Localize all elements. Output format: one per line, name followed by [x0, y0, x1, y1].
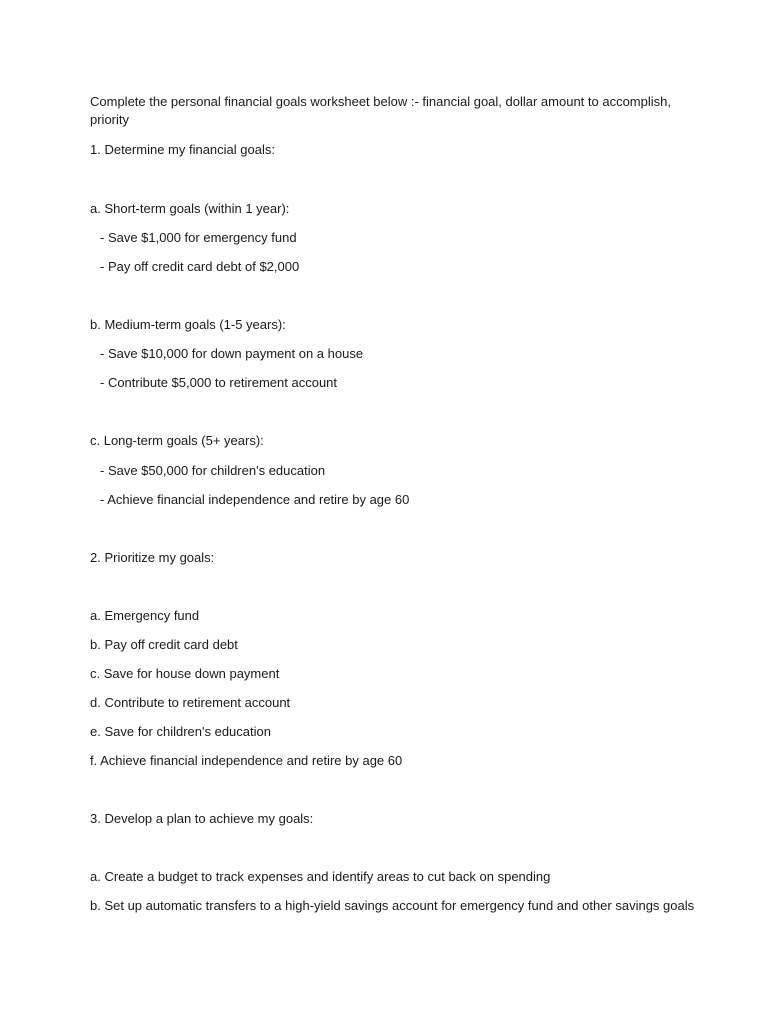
worksheet-instructions: Complete the personal financial goals worksheet below :- financial goal, dollar amount to accomplish, priority	[90, 94, 671, 127]
plan-item: b. Set up automatic transfers to a high-yield savings account for emergency fund and other savings goals	[90, 898, 695, 913]
long-term-goal-item: - Achieve financial independence and retire by age 60	[100, 492, 410, 507]
medium-term-goal-item: - Save $10,000 for down payment on a house	[100, 346, 364, 361]
section-2-heading: 2. Prioritize my goals:	[90, 550, 215, 565]
priority-item: a. Emergency fund	[90, 608, 200, 623]
short-term-goals-heading: a. Short-term goals (within 1 year):	[90, 201, 290, 216]
medium-term-goals-heading: b. Medium-term goals (1-5 years):	[90, 317, 286, 332]
section-3-heading: 3. Develop a plan to achieve my goals:	[90, 811, 314, 826]
priority-item: b. Pay off credit card debt	[90, 637, 238, 652]
priority-item: c. Save for house down payment	[90, 666, 280, 681]
medium-term-goal-item: - Contribute $5,000 to retirement account	[100, 375, 338, 390]
long-term-goals-heading: c. Long-term goals (5+ years):	[90, 433, 264, 448]
section-1-heading: 1. Determine my financial goals:	[90, 142, 275, 157]
priority-item: f. Achieve financial independence and retire by age 60	[90, 753, 403, 768]
priority-item: d. Contribute to retirement account	[90, 695, 291, 710]
plan-item: a. Create a budget to track expenses and identify areas to cut back on spending	[90, 869, 551, 884]
long-term-goal-item: - Save $50,000 for children's education	[100, 463, 326, 478]
short-term-goal-item: - Pay off credit card debt of $2,000	[100, 259, 300, 274]
priority-item: e. Save for children's education	[90, 724, 271, 739]
short-term-goal-item: - Save $1,000 for emergency fund	[100, 230, 297, 245]
